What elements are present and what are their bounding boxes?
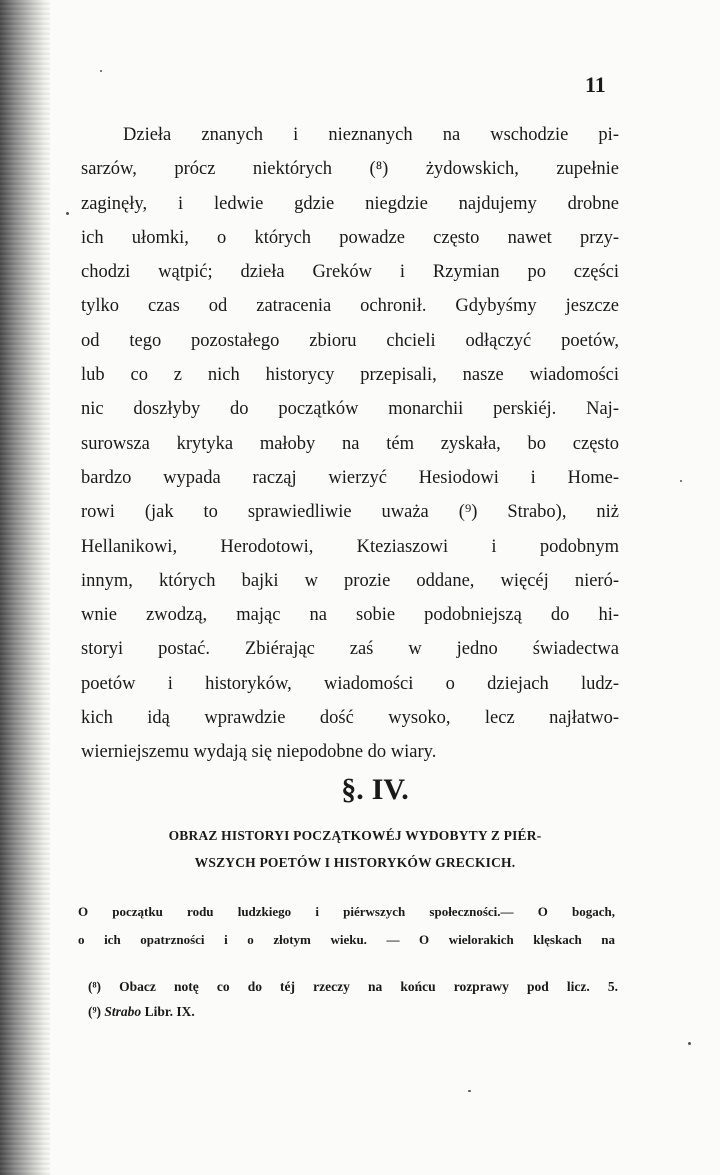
footnote-8 (88, 974, 618, 999)
ink-speck (468, 1090, 471, 1092)
body-line: nic doszłyby do początków monarchii perskiéj. Naj- (81, 399, 619, 420)
body-line: kich idą wprawdzie dość wysoko, lecz najłatwo- (81, 708, 619, 729)
body-line: surowsza krytyka małoby na tém zyskała, bo często (81, 433, 619, 454)
body-line: ich ułomki, o których powadze często nawet przy- (81, 227, 619, 248)
body-line: wierniejszemu wydają się niepodobne do wiary. (81, 742, 437, 763)
ink-speck (680, 480, 682, 482)
page-number: 11 (585, 72, 606, 97)
footnote-marker: (⁹) (88, 1004, 102, 1019)
body-line: rowi (jak to sprawiedliwie uważa (⁹) Strabo), niż (81, 502, 619, 523)
body-line: tylko czas od zatracenia ochronił. Gdybyśmy jeszcze (81, 296, 619, 317)
body-line: Hellanikowi, Herodotowi, Kteziaszowi i podobnym (81, 536, 619, 557)
footnote-text: Obacz notę co do téj rzeczy na końcu rozprawy pod licz. 5. (119, 979, 618, 994)
ink-speck (688, 1042, 691, 1045)
section-heading (0, 773, 720, 807)
body-line: chodzi wątpić; dzieła Greków i Rzymian po części (81, 262, 619, 283)
ink-speck (100, 70, 102, 72)
section-summary (78, 898, 615, 954)
section-title (85, 822, 625, 876)
body-line: bardzo wypada racząj wierzyć Hesiodowi i Home- (81, 467, 619, 488)
footnote-9 (88, 999, 618, 1024)
section-symbol: §. (341, 773, 364, 806)
footnotes (88, 974, 618, 1024)
summary-line: o ich opatrzności i o złotym wieku. — O wielorakich klęskach na (78, 932, 615, 947)
body-line: sarzów, prócz niektórych (⁸) żydowskich, zupełnie (81, 159, 619, 180)
book-binding-edge (0, 0, 50, 1175)
footnote-author: Strabo (104, 1004, 142, 1019)
footnote-text: Libr. IX. (144, 1004, 195, 1019)
body-line: zaginęły, i ledwie gdzie niegdzie najdujemy drobne (81, 193, 619, 214)
section-title-line: WSZYCH POETÓW I HISTORYKÓW GRECKICH. (194, 855, 516, 870)
body-line: Dzieła znanych i nieznanych na wschodzie pi- (123, 125, 619, 145)
body-line: innym, których bajki w prozie oddane, więcéj nieró- (81, 570, 619, 591)
section-numeral: IV. (371, 773, 409, 806)
ink-speck (66, 212, 69, 215)
body-line: od tego pozostałego zbioru chcieli odłączyć poetów, (81, 330, 619, 351)
body-paragraph (81, 118, 619, 770)
footnote-marker: (⁸) (88, 979, 102, 994)
summary-line: O początku rodu ludzkiego i piérwszych społeczności.— O bogach, (78, 904, 615, 919)
body-line: lub co z nich historycy przepisali, nasze wiadomości (81, 365, 619, 386)
body-line: poetów i historyków, wiadomości o dziejach ludz- (81, 673, 619, 694)
body-line: storyi postać. Zbiérając zaś w jedno świadectwa (81, 639, 619, 660)
section-title-line: OBRAZ HISTORYI POCZĄTKOWÉJ WYDOBYTY Z PIÉR- (168, 828, 542, 843)
body-line: wnie zwodzą, mając na sobie podobniejszą do hi- (81, 605, 619, 626)
